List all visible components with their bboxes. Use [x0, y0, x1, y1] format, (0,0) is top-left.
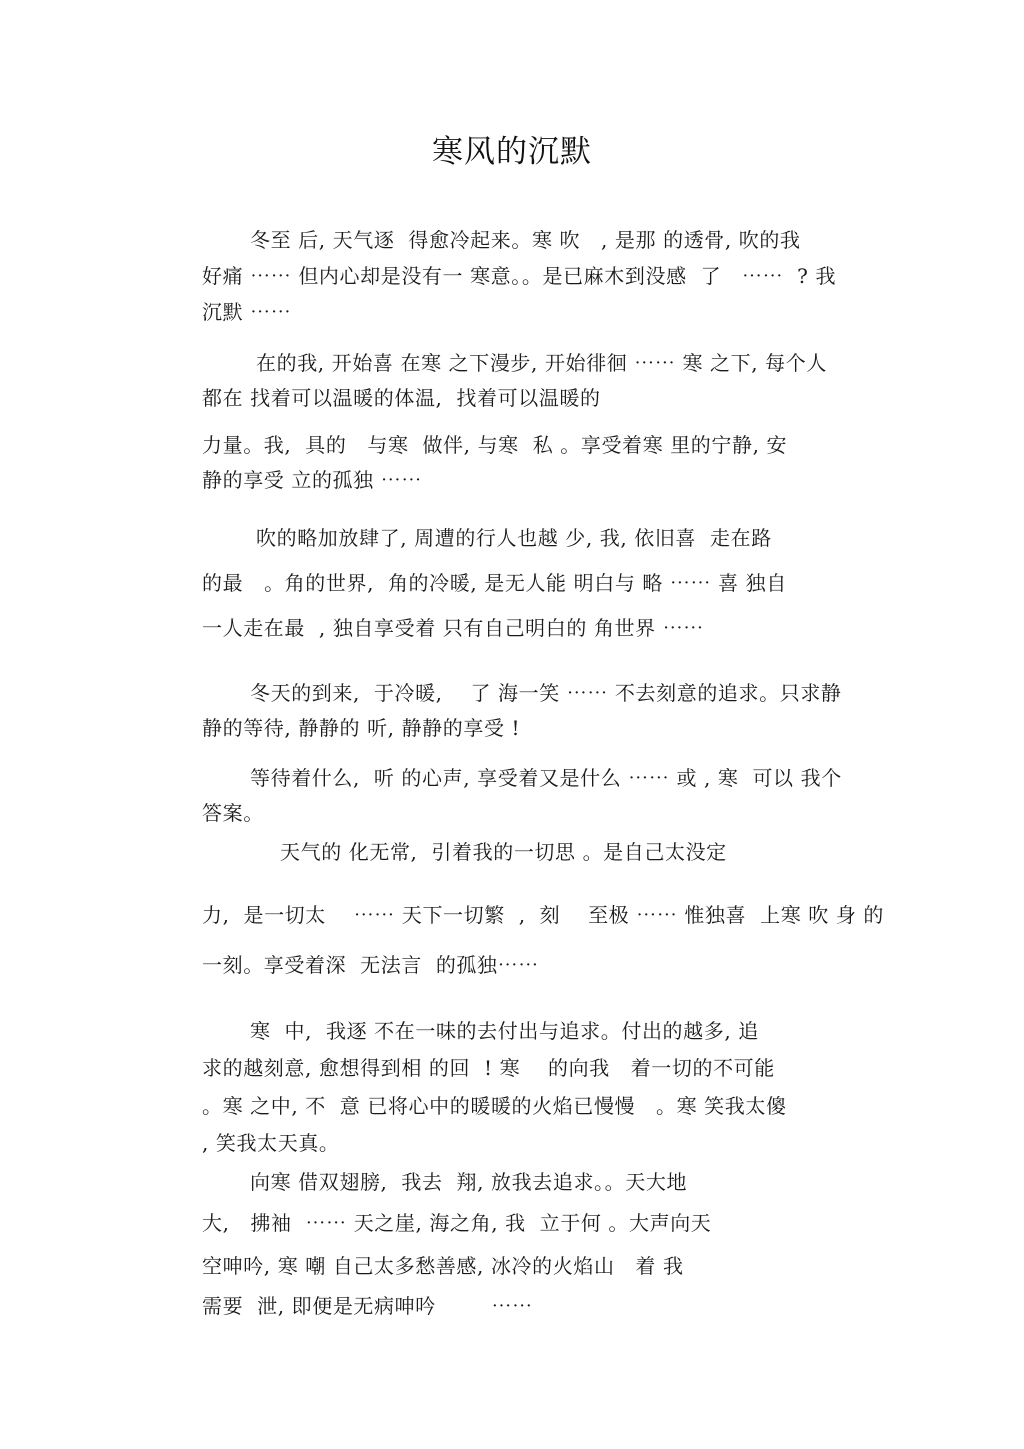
text-line: 吹的略加放肆了, 周遭的行人也越 少, 我, 依旧喜 走在路: [256, 526, 772, 550]
text-line: 沉默 ⋯⋯: [202, 300, 292, 324]
text-line: 空呻吟, 寒 嘲 自己太多愁善感, 冰冷的火焰山 着 我: [202, 1254, 684, 1278]
text-line: 的最 。角的世界, 角的冷暖, 是无人能 明白与 略 ⋯⋯ 喜 独自: [202, 571, 787, 595]
text-line: 好痛 ⋯⋯ 但内心却是没有一 寒意。。是已麻木到没感 了 ⋯⋯ ? 我: [202, 264, 837, 288]
text-line: 冬天的到来, 于冷暖, 了 海一笑 ⋯⋯ 不去刻意的追求。只求静: [250, 681, 842, 705]
text-line: 向寒 借双翅膀, 我去 翔, 放我去追求。。天大地: [250, 1170, 688, 1194]
text-line: 都在 找着可以温暖的体温, 找着可以温暖的: [202, 386, 601, 410]
text-line: 答案。: [202, 801, 264, 825]
text-line: 在的我, 开始喜 在寒 之下漫步, 开始徘徊 ⋯⋯ 寒 之下, 每个人: [256, 351, 827, 375]
text-line: 一刻。享受着深 无法言 的孤独⋯⋯: [202, 953, 539, 977]
text-line: 力量。我, 具的 与寒 做伴, 与寒 私 。享受着寒 里的宁静, 安: [202, 433, 788, 457]
text-line: 静的等待, 静静的 听, 静静的享受 !: [202, 716, 521, 740]
text-line: 。寒 之中, 不 意 已将心中的暖暖的火焰已慢慢 。寒 笑我太傻: [202, 1094, 787, 1118]
document-title: 寒风的沉默: [432, 134, 592, 170]
text-line: 天气的 化无常, 引着我的一切思 。是自己太没定: [280, 840, 727, 864]
text-line: 静的享受 立的孤独 ⋯⋯: [202, 468, 422, 492]
text-line: 一人走在最 , 独自享受着 只有自己明白的 角世界 ⋯⋯: [202, 616, 704, 640]
text-line: , 笑我太天真。: [202, 1131, 340, 1155]
text-line: 力, 是一切太 ⋯⋯ 天下一切繁 , 刻 至极 ⋯⋯ 惟独喜 上寒 吹 身 的: [202, 903, 884, 927]
text-line: 冬至 后, 天气逐 得愈冷起来。寒 吹 , 是那 的透骨, 吹的我: [250, 228, 801, 252]
text-line: 需要 泄, 即便是无病呻吟 ⋯⋯: [202, 1294, 533, 1318]
text-line: 求的越刻意, 愈想得到相 的回 ! 寒 的向我 着一切的不可能: [202, 1056, 775, 1080]
text-line: 等待着什么, 听 的心声, 享受着又是什么 ⋯⋯ 或 , 寒 可以 我个: [250, 766, 842, 790]
text-line: 大, 拂袖 ⋯⋯ 天之崖, 海之角, 我 立于何 。大声向天: [202, 1211, 712, 1235]
text-line: 寒 中, 我逐 不在一味的去付出与追求。付出的越多, 追: [250, 1019, 759, 1043]
